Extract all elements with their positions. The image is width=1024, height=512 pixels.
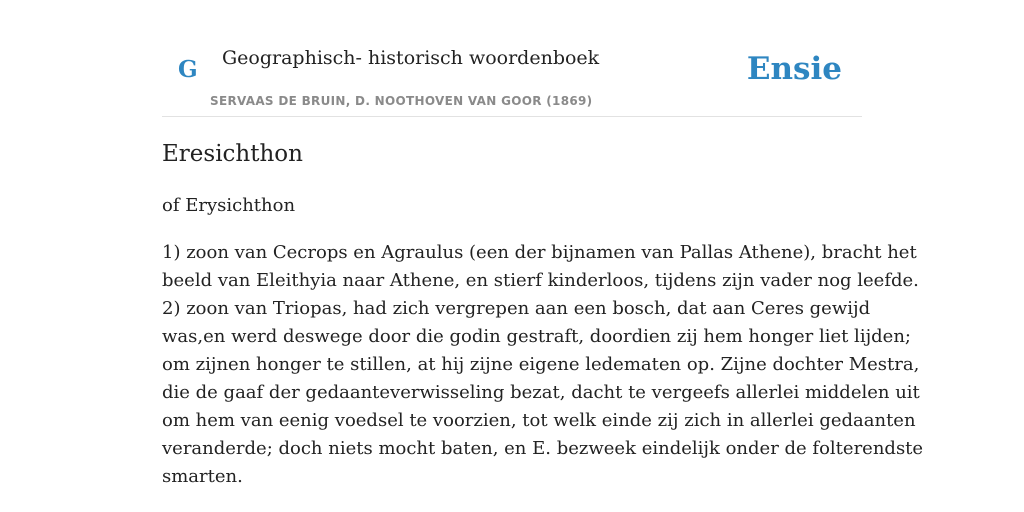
body-line: smarten. <box>162 466 243 487</box>
page-container <box>162 0 924 487</box>
book-letter-icon[interactable]: G <box>178 56 198 83</box>
body-line: was,en werd deswege door die godin gestraft, doordien zij hem honger liet lijden; <box>162 326 911 347</box>
body-line: veranderde; doch niets mocht baten, en E. bezweek eindelijk onder de folterendste <box>162 438 924 459</box>
body-line: 2) zoon van Triopas, had zich vergrepen aan een bosch, dat aan Ceres gewijd <box>162 298 871 319</box>
body-line: die de gaaf der gedaanteverwisseling bezat, dacht te vergeefs allerlei middelen uit <box>162 382 920 403</box>
book-title[interactable]: Geographisch- historisch woordenboek <box>222 47 600 69</box>
body-line: beeld van Eleithyia naar Athene, en stierf kinderloos, tijdens zijn vader nog leefde. <box>162 270 919 291</box>
body-line: om hem van eenig voedsel te voorzien, tot welk einde zij zich in allerlei gedaanten <box>162 410 916 431</box>
entry-title: Eresichthon <box>162 141 303 167</box>
body-line: 1) zoon van Cecrops en Agraulus (een der bijnamen van Pallas Athene), bracht het <box>162 242 917 263</box>
book-author: SERVAAS DE BRUIN, D. NOOTHOVEN VAN GOOR (1869) <box>210 94 593 108</box>
entry-subtitle: of Erysichthon <box>162 195 296 216</box>
page-header <box>162 0 862 117</box>
body-line: om zijnen honger te stillen, at hij zijne eigene ledematen op. Zijne dochter Mestra, <box>162 354 920 375</box>
entry-body <box>162 239 924 491</box>
brand-logo[interactable]: Ensie <box>746 51 842 87</box>
